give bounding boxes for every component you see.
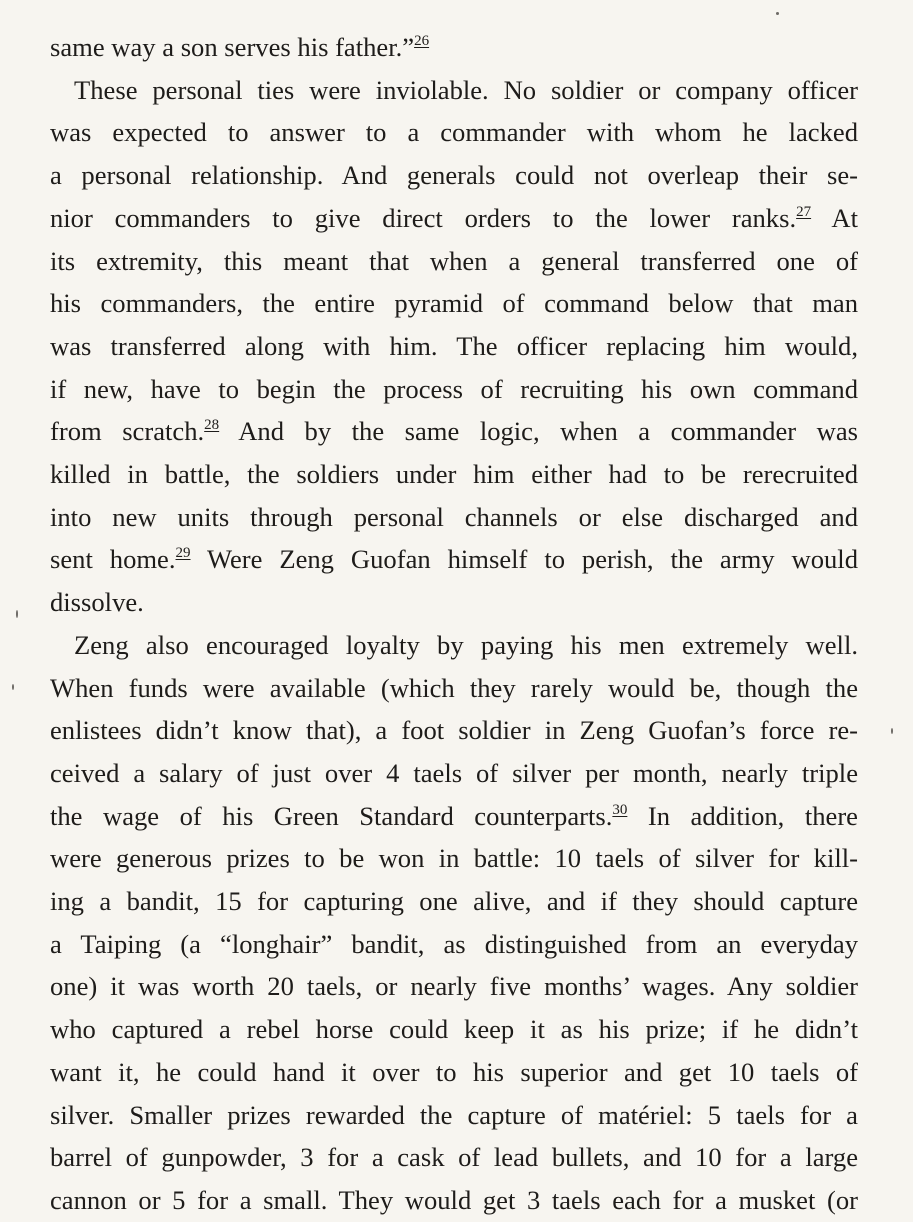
text-line	[50, 1136, 858, 1179]
text-body	[50, 26, 861, 1222]
text-line	[50, 325, 858, 368]
text-segment: When funds were available (which they rarely would be, though the	[50, 672, 858, 703]
text-segment: dissolve.	[50, 587, 144, 618]
text-segment: At	[811, 202, 858, 233]
text-segment: one) it was worth 20 taels, or nearly five months’ wages. Any soldier	[50, 971, 858, 1002]
text-segment: ceived a salary of just over 4 taels of silver per month, nearly triple	[50, 757, 858, 788]
text-segment: Were Zeng Guofan himself to perish, the army would	[190, 544, 858, 575]
text-line	[50, 1094, 858, 1137]
text-segment: were generous prizes to be won in battle: 10 taels of silver for kill-	[50, 843, 858, 874]
text-segment: cannon or 5 for a small. They would get 3 taels each for a musket (or	[50, 1184, 858, 1215]
text-segment: a Taiping (a “longhair” bandit, as distinguished from an everyday	[50, 928, 858, 959]
footnote-ref[interactable]: 26	[414, 33, 430, 49]
text-line	[50, 26, 858, 69]
text-segment: who captured a rebel horse could keep it as his prize; if he didn’t	[50, 1014, 858, 1045]
footnote-ref[interactable]: 29	[175, 545, 191, 562]
text-line	[50, 410, 858, 453]
text-segment: into new units through personal channels or else discharged and	[50, 501, 858, 532]
text-line	[50, 538, 858, 581]
scan-speck	[16, 610, 18, 618]
text-line	[50, 1051, 858, 1094]
text-segment: same way a son serves his father.”	[50, 32, 415, 62]
text-segment: was transferred along with him. The officer replacing him would,	[50, 330, 858, 361]
footnote-ref[interactable]: 28	[204, 417, 220, 434]
text-line	[50, 667, 858, 710]
text-line	[50, 624, 858, 667]
footnote-ref[interactable]: 30	[612, 801, 628, 818]
text-line	[50, 880, 858, 923]
text-line	[50, 69, 858, 112]
text-segment: killed in battle, the soldiers under him either had to be rerecruited	[50, 459, 858, 490]
scan-speck	[891, 728, 893, 734]
text-segment: These personal ties were inviolable. No soldier or company officer	[74, 74, 858, 105]
text-line	[50, 111, 858, 154]
text-line	[50, 453, 858, 496]
text-segment: In addition, there	[627, 800, 858, 831]
paragraph	[50, 69, 861, 624]
paragraph	[50, 26, 861, 69]
text-line	[50, 282, 858, 325]
text-segment: ing a bandit, 15 for capturing one alive, and if they should capture	[50, 886, 858, 917]
text-line	[50, 837, 858, 880]
text-line	[50, 1008, 858, 1051]
text-line	[50, 240, 858, 283]
text-segment: enlistees didn’t know that), a foot soldier in Zeng Guofan’s force re-	[50, 715, 858, 746]
text-line	[50, 795, 858, 838]
text-line	[50, 923, 858, 966]
text-segment: its extremity, this meant that when a general transferred one of	[50, 245, 858, 276]
text-segment: a personal relationship. And generals could not overleap their se-	[50, 160, 858, 191]
text-segment: Zeng also encouraged loyalty by paying his men extremely well.	[74, 629, 858, 660]
text-line	[50, 496, 858, 539]
text-line	[50, 965, 858, 1008]
text-line	[50, 368, 858, 411]
text-segment: the wage of his Green Standard counterparts.	[50, 800, 613, 831]
text-segment: from scratch.	[50, 416, 205, 447]
text-segment: if new, have to begin the process of recruiting his own command	[50, 373, 858, 404]
text-line	[50, 709, 858, 752]
footnote-ref[interactable]: 27	[796, 203, 812, 220]
text-segment: sent home.	[50, 544, 176, 575]
scan-speck	[776, 12, 779, 15]
scan-speck	[12, 684, 14, 690]
text-line	[50, 197, 858, 240]
text-segment: his commanders, the entire pyramid of command below that man	[50, 288, 858, 319]
text-segment: nior commanders to give direct orders to the lower ranks.	[50, 202, 797, 233]
text-segment: And by the same logic, when a commander was	[219, 416, 858, 447]
paragraph	[50, 624, 861, 1222]
text-segment: want it, he could hand it over to his superior and get 10 taels of	[50, 1056, 858, 1087]
text-segment: was expected to answer to a commander with whom he lacked	[50, 117, 858, 148]
text-line	[50, 581, 858, 624]
text-segment: silver. Smaller prizes rewarded the capture of matériel: 5 taels for a	[50, 1099, 858, 1130]
text-segment: barrel of gunpowder, 3 for a cask of lead bullets, and 10 for a large	[50, 1142, 858, 1173]
text-line	[50, 752, 858, 795]
text-line	[50, 154, 858, 197]
text-line	[50, 1179, 858, 1222]
